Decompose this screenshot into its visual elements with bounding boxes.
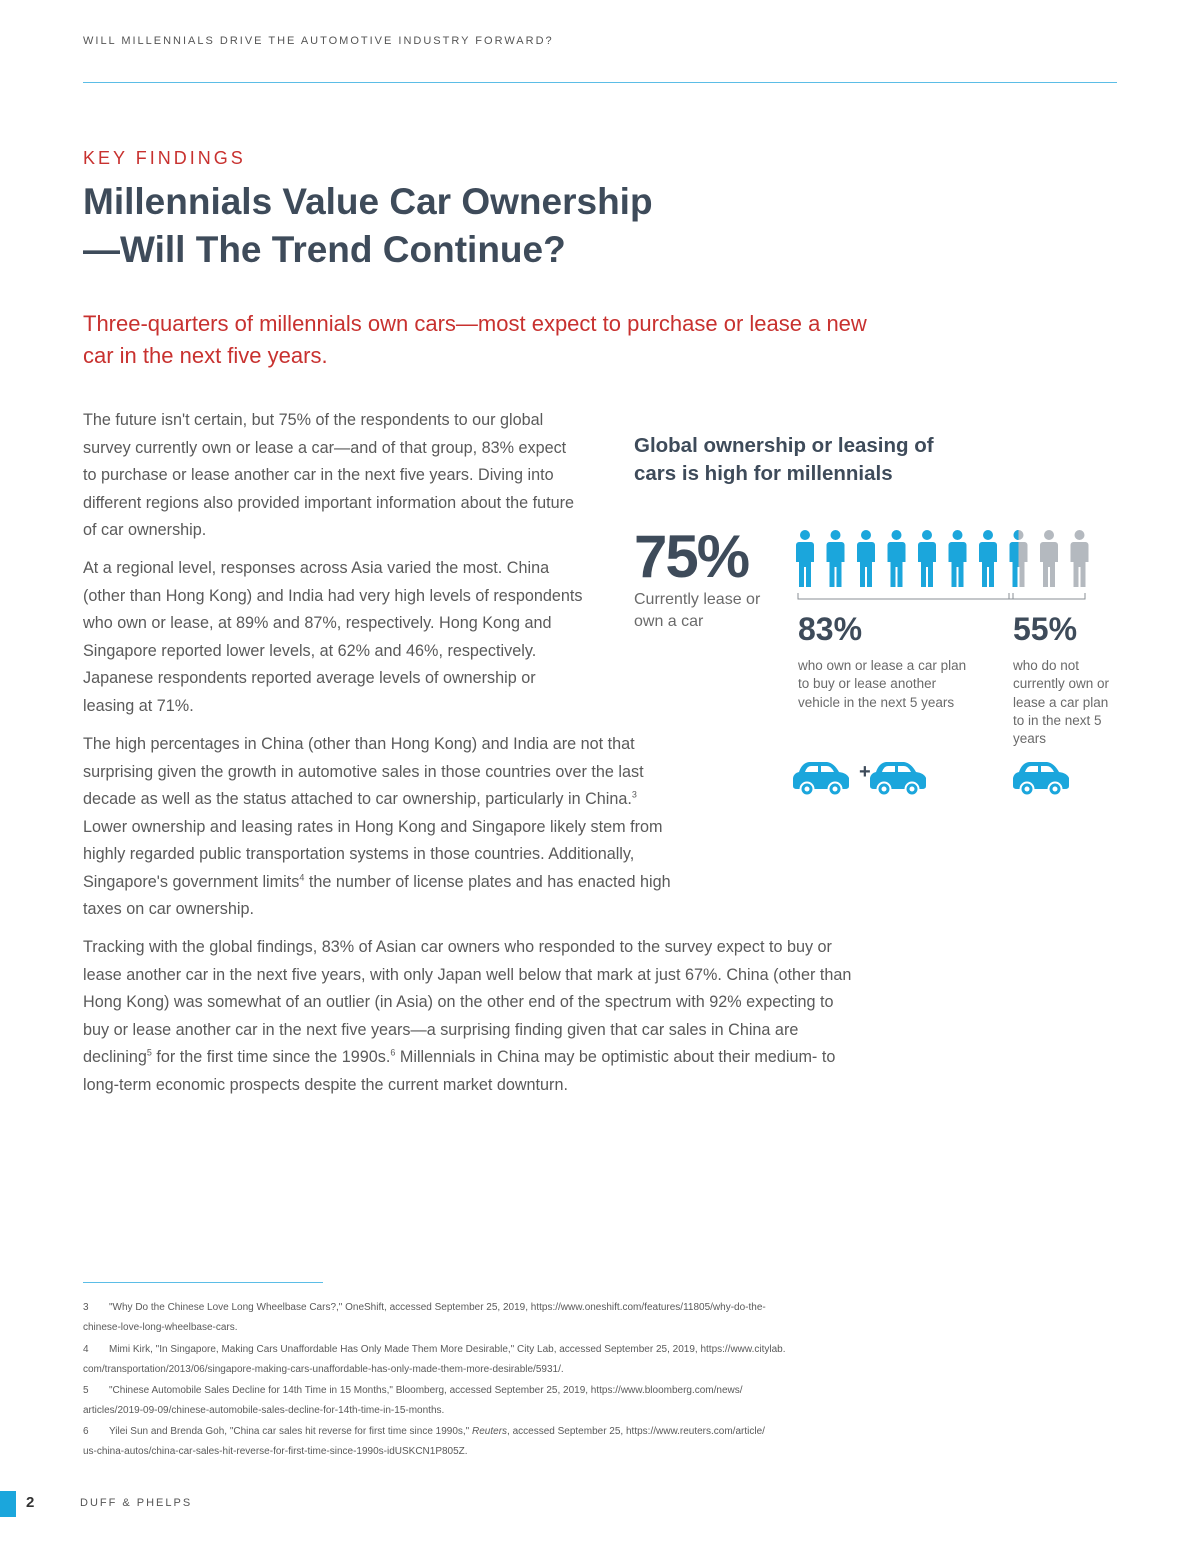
footnote-number: 5 <box>83 1385 89 1396</box>
page-marker <box>0 1491 16 1517</box>
ownership-stat-caption: Currently lease or own a car <box>634 591 761 630</box>
p3-text-c: the number of license plates and has enacted high taxes on car ownership. <box>83 872 671 918</box>
person-icon <box>1040 530 1058 587</box>
body-paragraph-1: The future isn't certain, but 75% of the respondents to our global survey currently own or lease a car—and of that group, 83% expect to purchase or lease another car in the next five years. Diving into different regions also provided important information about the future of car ownership. <box>83 411 575 539</box>
footnote-text-continued: us-china-autos/china-car-sales-hit-reverse-for-first-time-since-1990s-idUSKCN1P805Z. <box>83 1446 468 1457</box>
car-icon <box>870 762 926 796</box>
footnote-3 <box>83 1298 863 1338</box>
person-icon <box>1071 530 1089 587</box>
footnote-ref-5[interactable]: 5 <box>146 1047 152 1058</box>
footnote-number: 3 <box>83 1302 89 1313</box>
person-icon <box>918 530 936 587</box>
lede-text: Three-quarters of millennials own cars—most expect to purchase or lease a new car in the next five years. <box>83 311 867 368</box>
footer-brand: DUFF & PHELPS <box>80 1497 193 1509</box>
footnote-number: 6 <box>83 1426 89 1437</box>
cars-illustration <box>793 758 1083 798</box>
footnote-text: "Chinese Automobile Sales Decline for 14th Time in 15 Months," Bloomberg, accessed September 25, 2019, https://www.bloomberg.com/news/ <box>109 1385 743 1396</box>
p3-text-b: Lower ownership and leasing rates in Hong Kong and Singapore likely stem from highly regarded public transportation systems in those countries. Additionally, Singapore's government limits <box>83 817 663 891</box>
p4-text-a: Tracking with the global findings, 83% of Asian car owners who responded to the survey expect to buy or lease another car in the next five years, with only Japan well below that mark at just 67%. China (other than Hong Kong) was somewhat of an outlier (in Asia) on the other end of the spectrum with 92% expecting to buy or lease another car in the next five years—a surprising finding given that car sales in China are declining <box>83 938 852 1066</box>
car-icon <box>793 762 849 796</box>
footnote-number: 4 <box>83 1344 89 1355</box>
footnote-publication: Reuters <box>472 1426 508 1437</box>
owners-repurchase-stat: 83% <box>798 611 863 647</box>
page-title-line2: —Will The Trend Continue? <box>83 229 566 270</box>
footnote-ref-4[interactable]: 4 <box>299 872 305 883</box>
footnote-text: Yilei Sun and Brenda Goh, "China car sales hit reverse for first time since 1990s," <box>109 1426 473 1437</box>
body-paragraph-2: At a regional level, responses across Asia varied the most. China (other than Hong Kong) and India had very high levels of respondents who own or lease, at 89% and 87%, respectively. Hong Kong and Singapore reported lower levels, at 62% and 46%, respectively. Japanese respondents reported average levels of ownership or leasing at 71%. <box>83 559 583 715</box>
footnote-text-continued: com/transportation/2013/06/singapore-making-cars-unaffordable-has-only-made-them-more-desirable/5931/. <box>83 1364 564 1375</box>
bracket-lines <box>798 593 1085 599</box>
footnote-text-continued: chinese-love-long-wheelbase-cars. <box>83 1322 238 1333</box>
footnote-5 <box>83 1381 863 1421</box>
people-icon-row <box>795 529 1095 605</box>
page-title-line1: Millennials Value Car Ownership <box>83 181 653 222</box>
footnote-text: Mimi Kirk, "In Singapore, Making Cars Unaffordable Has Only Made Them More Desirable," City Lab, accessed September 25, 2019, https://www.citylab. <box>109 1344 786 1355</box>
person-icon <box>949 530 967 587</box>
person-icon <box>857 530 875 587</box>
p4-text-b: for the first time since the 1990s. <box>151 1048 391 1066</box>
infographic-title: Global ownership or leasing of cars is high for millennials <box>634 434 934 485</box>
section-label: KEY FINDINGS <box>83 148 246 168</box>
nonowners-purchase-caption: who do not currently own or lease a car plan to in the next 5 years <box>1013 658 1110 747</box>
footnote-text-continued: articles/2019-09-09/chinese-automobile-sales-decline-for-14th-time-in-15-months. <box>83 1405 445 1416</box>
person-icon <box>827 530 845 587</box>
footnote-ref-3[interactable]: 3 <box>631 789 637 800</box>
owners-repurchase-caption: who own or lease a car plan to buy or lease another vehicle in the next 5 years <box>798 658 967 710</box>
person-icon <box>888 530 906 587</box>
p4-text-c: Millennials in China may be optimistic about their medium- to long-term economic prospects despite the current market downturn. <box>83 1048 836 1094</box>
body-paragraph-4 <box>83 934 863 1099</box>
person-icon <box>979 530 997 587</box>
header-rule <box>83 82 1117 83</box>
person-icon <box>796 530 814 587</box>
running-header: WILL MILLENNIALS DRIVE THE AUTOMOTIVE INDUSTRY FORWARD? <box>83 35 554 47</box>
car-icon <box>1013 762 1069 796</box>
body-paragraph-3 <box>83 731 683 924</box>
footnote-4 <box>83 1340 863 1380</box>
footnote-text: "Why Do the Chinese Love Long Wheelbase Cars?," OneShift, accessed September 25, 2019, https://www.oneshift.com/features/11805/why-do-the- <box>109 1302 766 1313</box>
footnote-rule <box>83 1282 323 1283</box>
plus-sign: + <box>859 761 871 783</box>
page-number: 2 <box>26 1494 35 1511</box>
page-title <box>83 178 803 274</box>
footnote-text: , accessed September 25, https://www.reuters.com/article/ <box>507 1426 765 1437</box>
p3-text-a: The high percentages in China (other than Hong Kong) and India are not that surprising given the growth in automotive sales in those countries over the last decade as well as the status attached to car ownership, particularly in China. <box>83 735 644 808</box>
ownership-stat: 75% <box>634 523 749 590</box>
footnote-6 <box>83 1422 863 1462</box>
footnote-ref-6[interactable]: 6 <box>390 1047 396 1058</box>
nonowners-purchase-stat: 55% <box>1013 611 1078 647</box>
